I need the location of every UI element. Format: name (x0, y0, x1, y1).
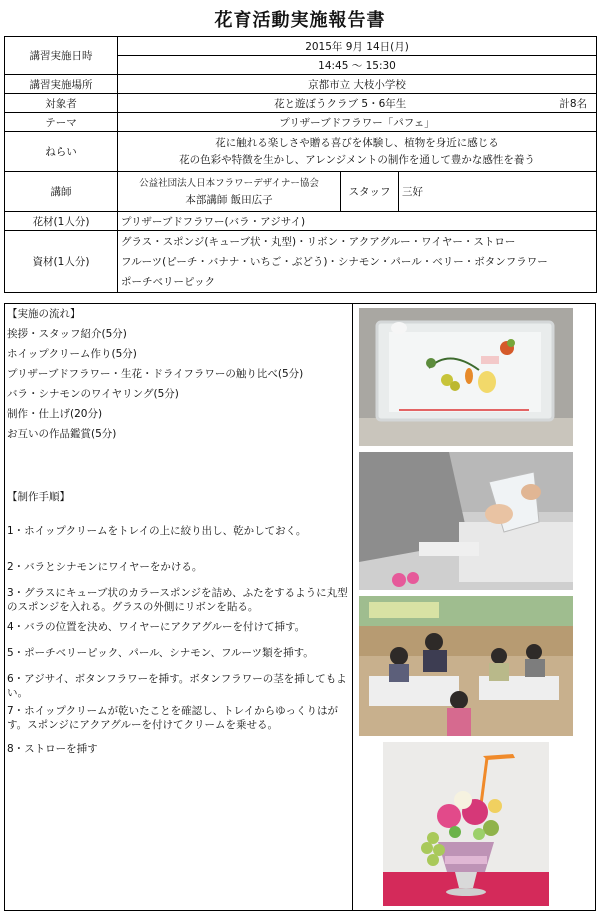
photo-finished-parfait (383, 742, 549, 906)
flow-heading: 【実施の流れ】 (7, 308, 81, 320)
materials-line-1: グラス・スポンジ(キューブ状・丸型)・リボン・アクアグルー・ワイヤー・ストロー (121, 235, 516, 248)
instructor-name: 本部講師 飯田広子 (185, 193, 273, 206)
participant-count: 計8名 (559, 97, 588, 110)
flowers-label: 花材(1人分) (5, 212, 118, 231)
datetime-label: 講習実施日時 (5, 37, 118, 75)
instructor-org: 公益社団法人日本フラワーデザイナー協会 (139, 177, 319, 189)
flow-item: バラ・シナモンのワイヤリング(5分) (7, 388, 179, 400)
procedure-step: 4・バラの位置を決め、ワイヤーにアクアグルーを付けて挿す。 (7, 621, 306, 633)
procedure-step: 6・アジサイ、ボタンフラワーを挿す。ボタンフラワーの茎を挿してもよい。 (7, 673, 347, 699)
aim-label: ねらい (5, 132, 118, 172)
instructor-label: 講師 (5, 172, 118, 212)
activity-section (4, 303, 596, 911)
photo-classroom (359, 596, 573, 736)
procedure-step: 1・ホイップクリームをトレイの上に絞り出し、乾かしておく。 (7, 525, 307, 537)
procedure-step: 8・ストローを挿す (7, 743, 98, 755)
photo-piping-cream (359, 452, 573, 590)
time-value: 14:45 ～ 15:30 (118, 56, 597, 75)
procedure-step: 2・バラとシナモンにワイヤーをかける。 (7, 561, 203, 573)
column-divider (352, 304, 353, 910)
flowers-value: プリザーブドフラワー(バラ・アジサイ) (118, 212, 597, 231)
target-label: 対象者 (5, 94, 118, 113)
activity-details (7, 306, 349, 756)
materials-line-2: フルーツ(ピーチ・バナナ・いちご・ぶどう)・シナモン・パール・ベリー・ボタンフラワー (121, 255, 548, 268)
staff-name: 三好 (399, 172, 597, 212)
report-title: 花育活動実施報告書 (214, 10, 386, 31)
date-value: 2015年 9月 14日(月) (118, 37, 597, 56)
aim-line-2: 花の色彩や特徴を生かし、アレンジメントの制作を通して豊かな感性を養う (179, 153, 535, 166)
materials-label: 資材(1人分) (5, 231, 118, 293)
theme-label: テーマ (5, 113, 118, 132)
flow-item: 挨拶・スタッフ紹介(5分) (7, 328, 127, 340)
procedure-step: 3・グラスにキューブ状のカラースポンジを詰め、ふたをするように丸型のスポンジを入れる。グラスの外側にリボンを貼る。 (7, 587, 348, 613)
photo-tray-materials (359, 308, 573, 446)
materials-line-3: ポーチベリーピック (121, 275, 216, 288)
staff-label: スタッフ (341, 172, 399, 212)
target-value: 花と遊ぼうクラブ 5・6年生 (274, 97, 407, 110)
procedure-heading: 【制作手順】 (7, 491, 70, 503)
procedure-step: 7・ホイップクリームが乾いたことを確認し、トレイからゆっくりはがす。スポンジにアクアグルーを付けてクリームを乗せる。 (7, 705, 339, 731)
flow-item: 制作・仕上げ(20分) (7, 408, 103, 420)
theme-value: プリザーブドフラワー「パフェ」 (118, 113, 597, 132)
flow-item: ホイップクリーム作り(5分) (7, 348, 137, 360)
place-label: 講習実施場所 (5, 75, 118, 94)
flow-item: プリザーブドフラワー・生花・ドライフラワーの触り比べ(5分) (7, 368, 304, 380)
target-cell (118, 94, 597, 113)
aim-line-1: 花に触れる楽しさや贈る喜びを体験し、植物を身近に感じる (215, 136, 499, 149)
place-value: 京都市立 大枝小学校 (118, 75, 597, 94)
report-table (4, 36, 597, 293)
flow-item: お互いの作品鑑賞(5分) (7, 428, 117, 440)
procedure-step: 5・ポーチベリーピック、パール、シナモン、フルーツ類を挿す。 (7, 647, 314, 659)
